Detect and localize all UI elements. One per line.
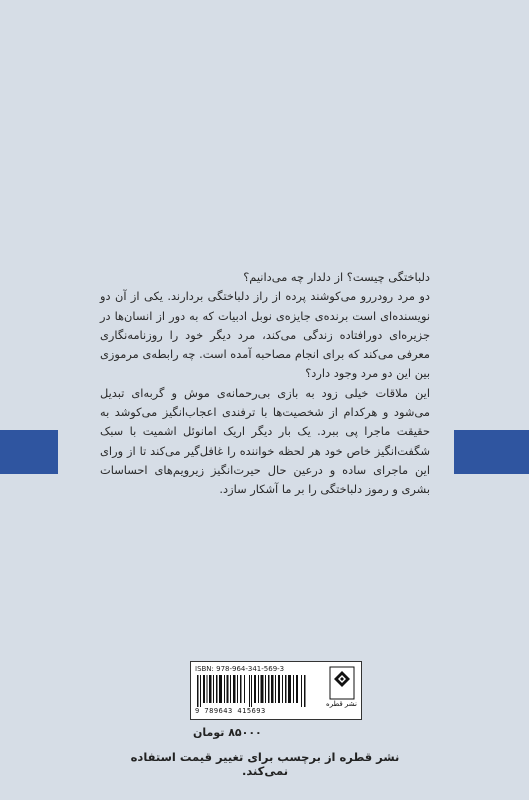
blurb-paragraph-1: دو مرد رودررو می‌کوشند پرده از راز دلباختگی بردارند. یکی از آن دو نویسنده‌ای است برنده‌ی جایزه‌ی نوبل ادبیات که به دور از انسان‌ها در جزیره‌ای دورافتاده زندگی می‌کند، مرد دیگر خود را روزنامه‌نگاری معرفی می‌کند که برای انجام مصاحبه آمده است. چه رابطه‌ی مرموزی بین این دو مرد وجود دارد؟ bbox=[100, 289, 430, 381]
blurb bbox=[100, 268, 430, 500]
blurb-paragraph-2: این ملاقات خیلی زود به بازی بی‌رحمانه‌ی موش و گربه‌ای تبدیل می‌شود و هرکدام از شخصیت‌ها با ترفندی اعجاب‌انگیز می‌کوشد به حقیقت ماجرا پی ببرد. یک بار دیگر اریک امانوئل اشمیت با سبک شگفت‌انگیز خاص خود هر لحظه خواننده را غافل‌گیر می‌کند تا از ورای این ماجرای ساده و درعین حال حیرت‌انگیز زیرویم‌های احساسات بشری و رموز دلباختگی را بر ما آشکار سازد. bbox=[100, 385, 430, 497]
barcode-icon bbox=[197, 675, 307, 707]
isbn-text: ISBN: 978-964-341-569-3 bbox=[195, 665, 285, 673]
left-accent-bar bbox=[0, 430, 58, 474]
price-note: نشر قطره از برچسب برای تغییر قیمت استفاده نمی‌کند. bbox=[130, 750, 400, 778]
blurb-title: دلباختگی چیست؟ از دلدار چه می‌دانیم؟ bbox=[243, 270, 430, 284]
right-accent-bar bbox=[454, 430, 529, 474]
publisher-name: نشر قطره bbox=[326, 700, 357, 708]
qatreh-logo-icon bbox=[329, 666, 355, 700]
publisher-logo bbox=[324, 662, 359, 717]
price: ۸۵۰۰۰ تومان bbox=[193, 726, 262, 739]
barcode-digits: 9 789643 415693 bbox=[195, 707, 266, 715]
